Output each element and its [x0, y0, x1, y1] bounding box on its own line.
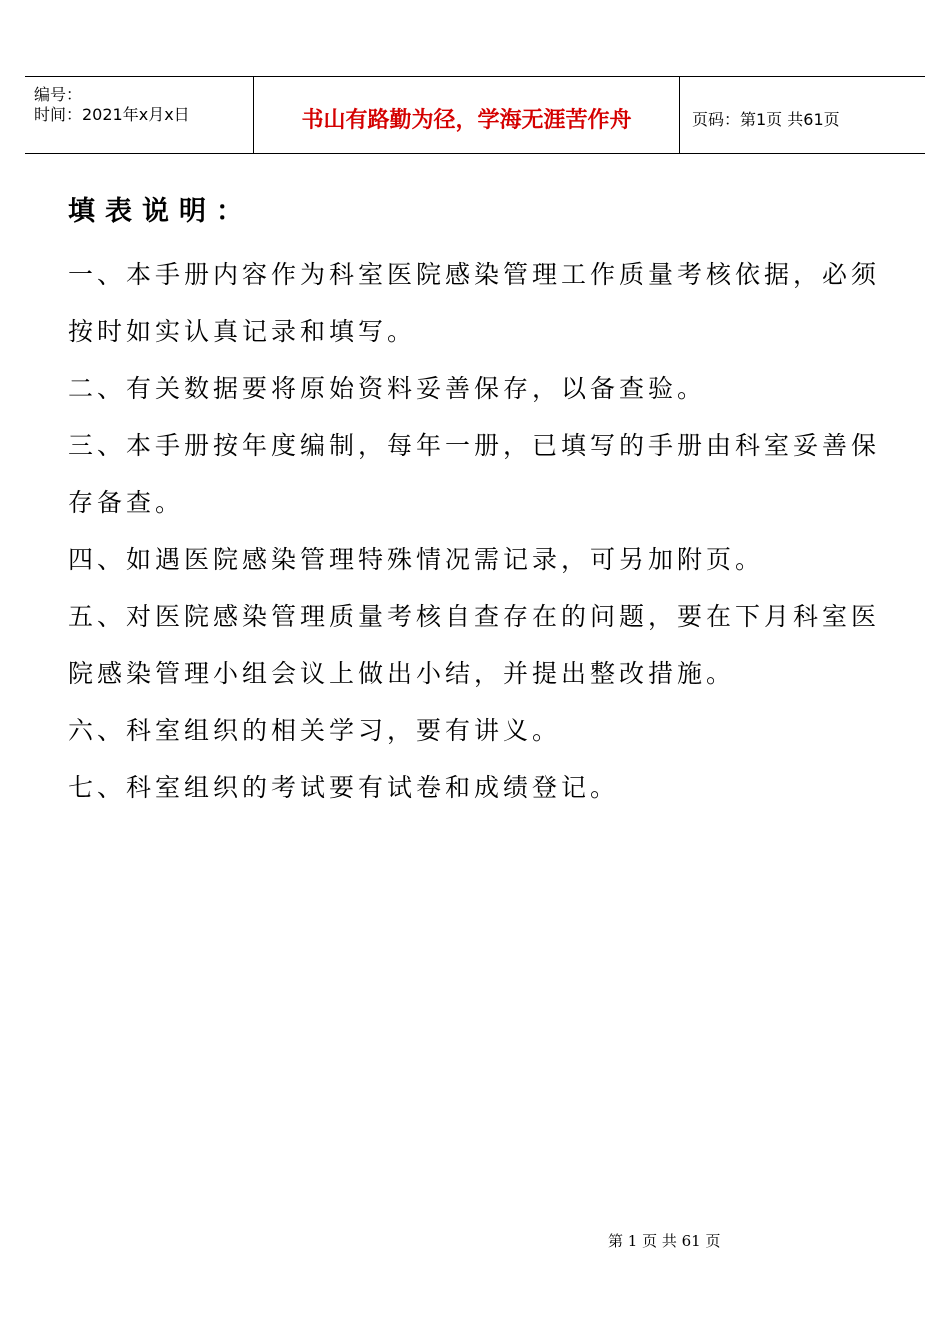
- instruction-paragraph: 二、有关数据要将原始资料妥善保存，以备查验。: [68, 374, 707, 403]
- instruction-paragraph: 五、对医院感染管理质量考核自查存在的问题，要在下月科室医院感染管理小组会议上做出小结，并提出整改措施。: [68, 602, 881, 688]
- header-page-info: 页码：第1页 共61页: [692, 109, 840, 129]
- document-time: 时间：2021年x月x日: [34, 105, 190, 124]
- header-meta: [25, 77, 254, 153]
- page-header: [25, 76, 925, 154]
- document-body: [68, 188, 888, 816]
- header-motto: 书山有路勤为径，学海无涯苦作舟: [301, 107, 632, 133]
- instruction-paragraph: 三、本手册按年度编制，每年一册，已填写的手册由科室妥善保存备查。: [68, 431, 881, 517]
- document-title: 填表说明：: [68, 196, 253, 227]
- header-motto-cell: [254, 77, 680, 153]
- page-footer: 第 1 页 共 61 页: [608, 1232, 721, 1250]
- document-number-label: 编号：: [34, 85, 83, 104]
- instruction-paragraph: 七、科室组织的考试要有试卷和成绩登记。: [68, 773, 620, 802]
- instruction-paragraph: 四、如遇医院感染管理特殊情况需记录，可另加附页。: [68, 545, 765, 574]
- instruction-paragraph: 六、科室组织的相关学习，要有讲义。: [68, 716, 562, 745]
- instruction-paragraph: 一、本手册内容作为科室医院感染管理工作质量考核依据，必须按时如实认真记录和填写。: [68, 260, 881, 346]
